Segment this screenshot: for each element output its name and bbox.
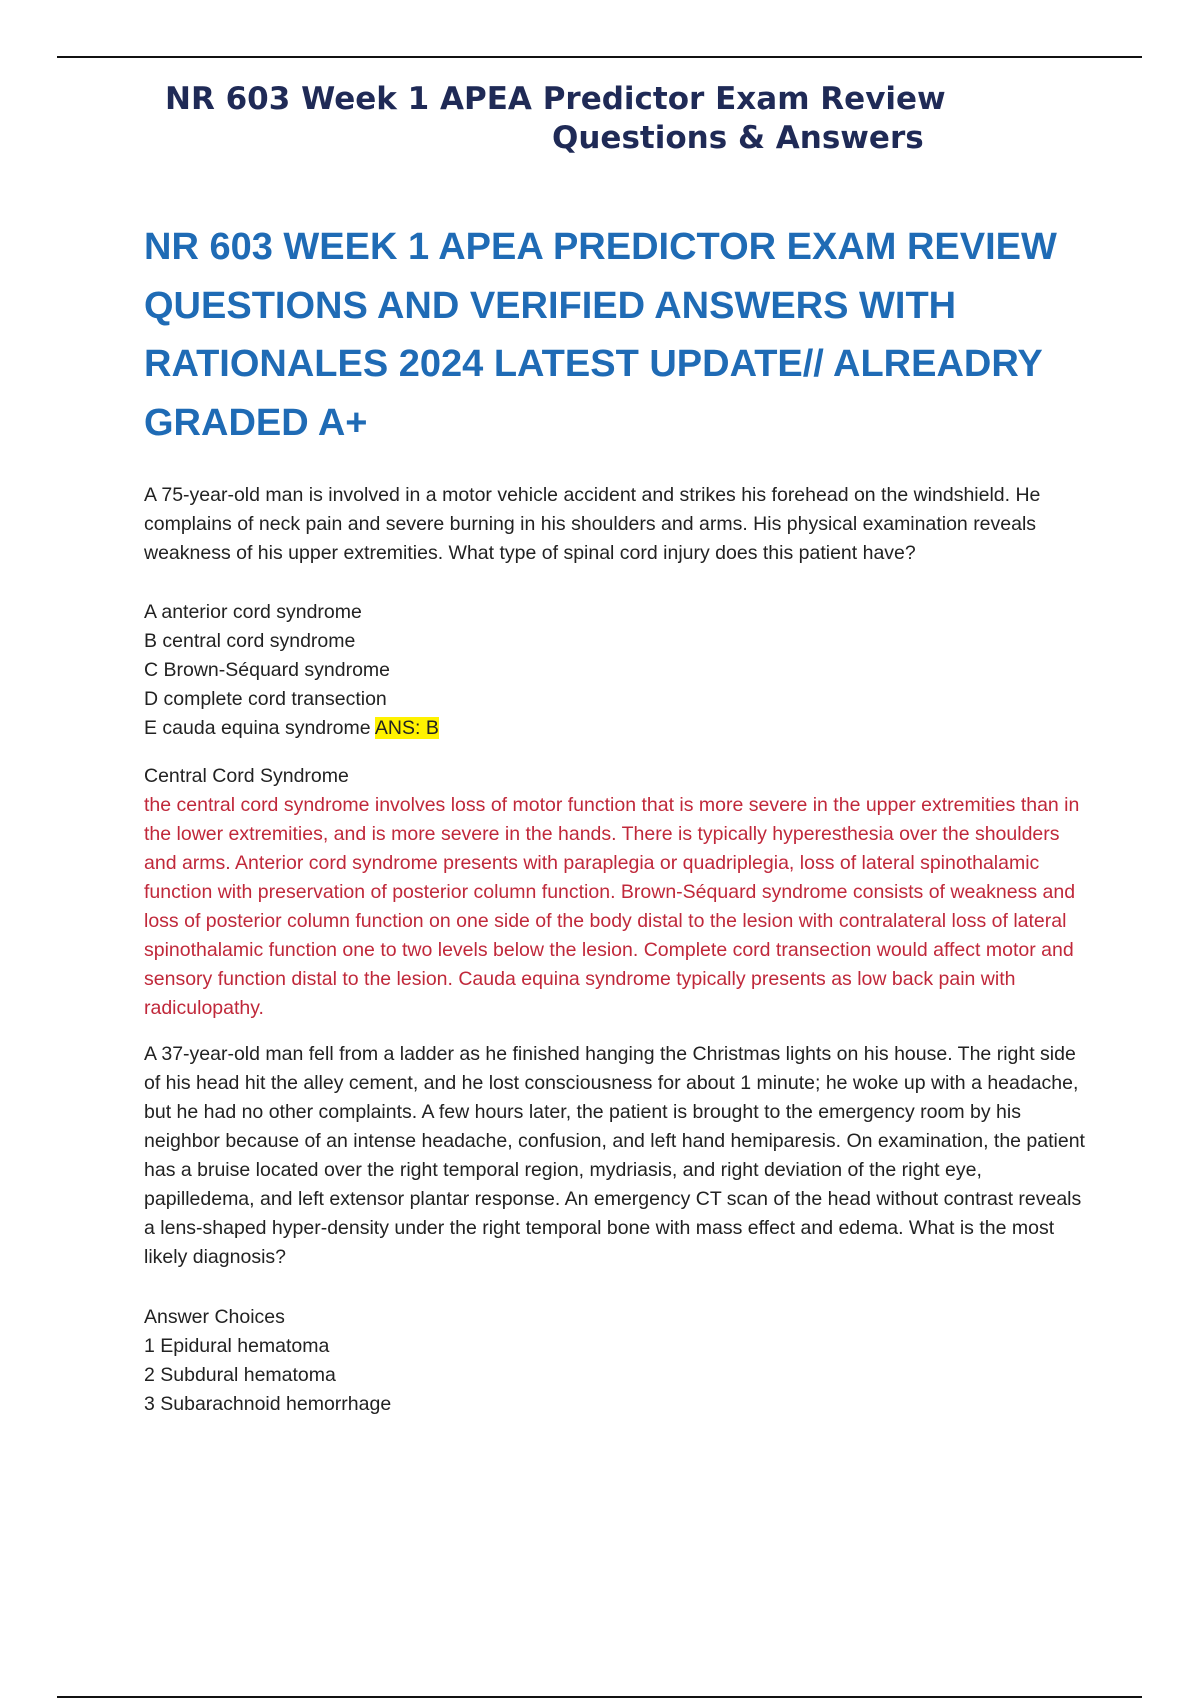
top-rule xyxy=(57,56,1142,58)
page-title: NR 603 WEEK 1 APEA PREDICTOR EXAM REVIEW QUESTIONS AND VERIFIED ANSWERS WITH RATIONALES 2024 LATEST UPDATE// ALREADRY GRADED A+ xyxy=(144,226,1057,444)
header-line-2: Questions & Answers xyxy=(552,120,924,156)
choice-b: B central cord syndrome xyxy=(144,630,356,652)
rationale-title: Central Cord Syndrome xyxy=(144,765,349,787)
question-1 xyxy=(144,481,1094,568)
question-2 xyxy=(144,1040,1094,1272)
question-1-text: A 75-year-old man is involved in a motor vehicle accident and strikes his forehead on the windshield. He complains of neck pain and severe burning in his shoulders and arms. His physical examination reveals weakness of his upper extremities. What type of spinal cord injury does this patient have? xyxy=(144,484,1041,564)
choice-c: C Brown-Séquard syndrome xyxy=(144,659,391,681)
header-line-1: NR 603 Week 1 APEA Predictor Exam Review xyxy=(165,81,946,117)
choice-a: A anterior cord syndrome xyxy=(144,601,362,623)
question-2-choices xyxy=(144,1303,1094,1419)
answer-highlight: ANS: B xyxy=(374,717,439,739)
choice-1: 1 Epidural hematoma xyxy=(144,1335,330,1357)
question-1-choices xyxy=(144,598,1094,743)
choice-e-row xyxy=(144,714,1094,743)
question-2-text: A 37-year-old man fell from a ladder as he finished hanging the Christmas lights on his house. The right side of his head hit the alley cement, and he lost consciousness for about 1 minute; he woke up with a headache, but he had no other complaints. A few hours later, the patient is brought to the emergency room by his neighbor because of an intense headache, confusion, and left hand hemiparesis. On examination, the patient has a bruise located over the right temporal region, mydriasis, and right deviation of the right eye, papilledema, and left extensor plantar response. An emergency CT scan of the head without contrast reveals a lens-shaped hyper-density under the right temporal bone with mass effect and edema. What is the most likely diagnosis? xyxy=(144,1043,1085,1268)
bottom-rule xyxy=(57,1696,1142,1698)
choice-2: 2 Subdural hematoma xyxy=(144,1364,336,1386)
rationale-block xyxy=(144,762,1094,1023)
answer-choices-label: Answer Choices xyxy=(144,1306,285,1328)
rationale-text: the central cord syndrome involves loss of motor function that is more severe in the upper extremities than in the lower extremities, and is more severe in the hands. There is typically hyperesthesia over the shoulders and arms. Anterior cord syndrome presents with paraplegia or quadriplegia, loss of lateral spinothalamic function with preservation of posterior column function. Brown-Séquard syndrome consists of weakness and loss of posterior column function on one side of the body distal to the lesion with contralateral loss of lateral spinothalamic function one to two levels below the lesion. Complete cord transection would affect motor and sensory function distal to the lesion. Cauda equina syndrome typically presents as low back pain with radiculopathy. xyxy=(144,794,1080,1019)
choice-3: 3 Subarachnoid hemorrhage xyxy=(144,1393,392,1415)
choice-d: D complete cord transection xyxy=(144,688,387,710)
choice-e: E cauda equina syndrome xyxy=(144,717,371,739)
